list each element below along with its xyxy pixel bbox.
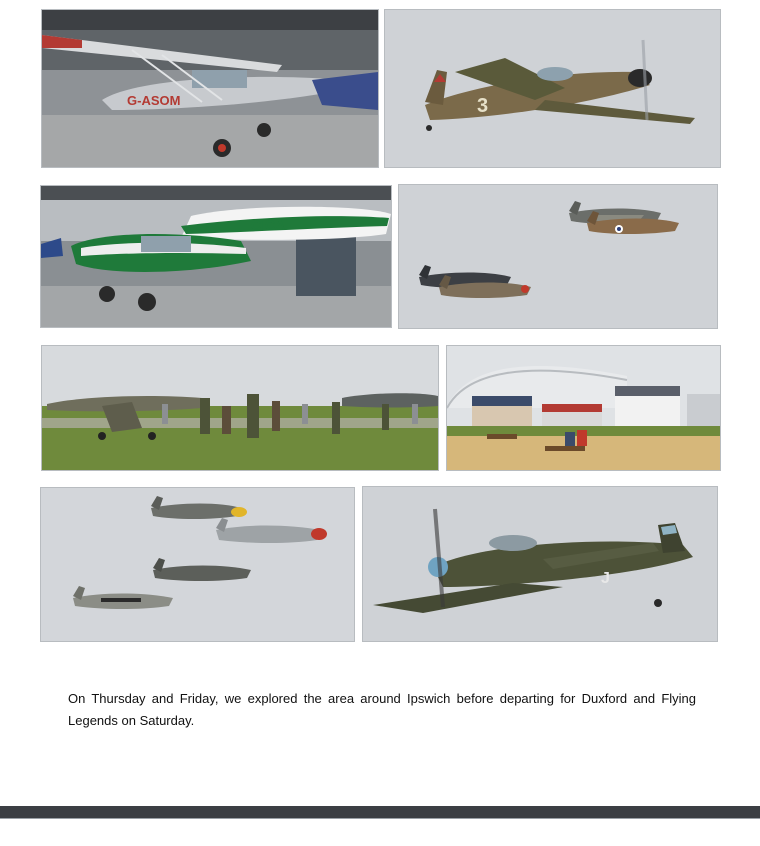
photo-green-aircraft-hangar bbox=[41, 186, 391, 327]
photo-food-stalls bbox=[447, 346, 720, 470]
photo-fighter-formation bbox=[399, 185, 717, 328]
photo-hurricane-flight bbox=[363, 487, 717, 641]
footer-divider bbox=[0, 818, 760, 819]
aircraft-code-text: 3 bbox=[477, 95, 489, 117]
registration-text: CICA bbox=[251, 217, 286, 233]
photo-fighter-flight bbox=[385, 10, 720, 167]
footer-bar bbox=[0, 806, 760, 818]
photo-silver-aircraft-hangar bbox=[42, 10, 378, 167]
caption-text: On Thursday and Friday, we explored the area around Ipswich before departing for Duxford and Flying Legends on Saturday. bbox=[68, 691, 696, 728]
photo-airfield-visitors bbox=[42, 346, 438, 470]
photo-mustang-formation bbox=[41, 488, 354, 641]
registration-text: G-ASOM bbox=[127, 93, 181, 108]
aircraft-code-text: J bbox=[601, 570, 610, 587]
